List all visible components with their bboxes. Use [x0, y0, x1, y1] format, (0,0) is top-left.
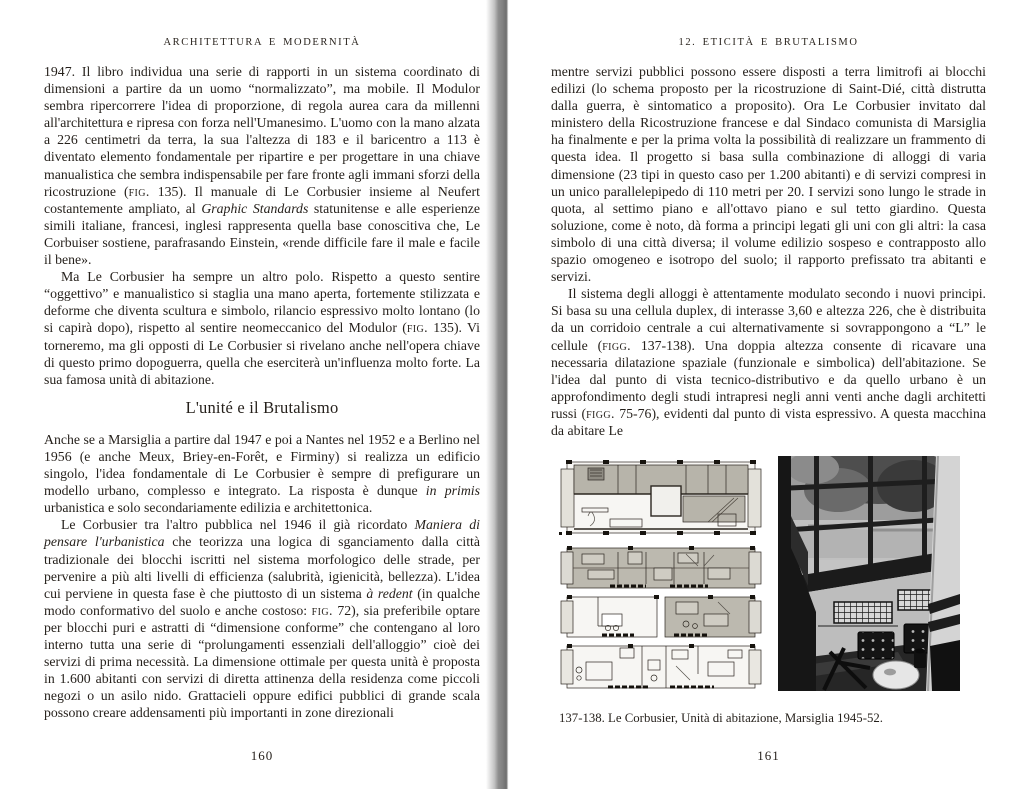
figures-137-138 — [558, 456, 986, 691]
page-number-left: 160 — [250, 748, 274, 763]
paragraph: Anche se a Marsiglia a partire dal 1947 e poi a Nantes nel 1952 e a Berlino nel 1956 (e anche Meux, Briey-en-Forêt, e Firminy) si realizza un edificio singolo, l'idea fondamentale di Le Corbusier è sempre di prefigurare un modello urbano, complesso e integrato. La risposta è dunque in primis urbanistica e solo secondariamente edilizia e architettonica. — [44, 431, 480, 516]
running-head-left: ARCHITETTURA E MODERNITÀ — [163, 37, 361, 48]
figure-caption: 137-138. Le Corbusier, Unità di abitazione, Marsiglia 1945-52. — [559, 711, 883, 726]
right-text-column — [551, 63, 986, 727]
unite-interior-photo — [778, 456, 960, 691]
running-head-right: 12. ETICITÀ E BRUTALISMO — [678, 37, 859, 48]
paragraph: 1947. Il libro individua una serie di rapporti in un sistema coordinato di dimensioni a partire da un uomo “normalizzato”, ma mobile. Il Modulor sembra ripercorrere l'idea di proporzione, di regola aurea cara da millenni all'architettura e ripresa con forza nell'Umanesimo. L'uomo con la mano alzata a 226 centimetri da terra, la sua l'altezza di 183 e il baricentro a 113 è diventato elemento fondamentale per ripartire e per progettare in una chiave manualistica che sembra indispensabile per fare fronte agli immani sforzi della ricostruzione (fig. 135). Il manuale di Le Corbusier insieme al Neufert costantemente ampliato, al Graphic Standards statunitense e alle esperienze simili italiane, francesi, inglesi rappresenta quella base conoscitiva che, Le Corbuiser sostiene, parafrasando Einstein, «rende difficile fare il male e facile il bene». — [44, 64, 480, 268]
paragraph: Ma Le Corbusier ha sempre un altro polo. Rispetto a questo sentire “oggettivo” e manualistico si staglia una mano aperta, fortemente stilizzata e deforme che diventa scultura e simbolo, rilancio espressivo molto lontano (lo si capirà dopo), rispetto al sentire neomeccanico del Modulor (fig. 135). Vi torneremo, ma gli opposti di Le Corbusier si rivelano anche nell'opera chiave di questo primo dopoguerra, quella che eserciterà un'influenza molto forte. La sua famosa unità di abitazione. — [44, 269, 480, 387]
left-text-column — [44, 63, 480, 721]
book-gutter — [486, 0, 514, 789]
paragraph: Il sistema degli alloggi è attentamente modulato secondo i nuovi principi. Si basa su una cellula duplex, di interasse 3,60 e altezza 226, che è distribuita da un corridoio centrale a cui alternativamente si sovrappongono a “L” le cellule (figg. 137-138). Una doppia altezza consente di ricavare una necessaria dilatazione spaziale (funzionale e simbolica) dell'abitazione. Se l'idea dal punto di vista tecnico-distributivo e da quello urbano è un approfondimento degli studi intrapresi negli anni venti anche dagli architetti russi (figg. 75-76), evidenti dal punto di vista espressivo. A questa macchina da abitare Le — [551, 286, 987, 438]
unite-floor-plans-figure — [558, 456, 764, 691]
section-heading: L'unité e il Brutalismo — [185, 397, 339, 417]
paragraph: mentre servizi pubblici possono essere disposti a terra limitrofi ai blocchi edilizi (lo schema proposto per la ricostruzione di Saint-Dié, città distrutta dalla guerra, è sintomatico a proposito). Ora Le Corbusier invitato dal ministero della Ricostruzione francese e dal Sindaco comunista di Marsiglia ha finalmente e per la prima volta la possibilità di realizzare un frammento di questa idea. Il progetto si basa sulla combinazione di alloggi di varia dimensione (23 tipi in questo caso per 1.200 abitanti) e di servizi compresi in un unico parallelepipedo di 110 metri per 20. I servizi sono lungo le strade in quota, al settimo piano e all'ottavo piano e sul tetto giardino. Questa soluzione, come è noto, dà forma a principi legati gli uni con gli altri: la casa simbolo di una città diversa; il volume edilizio sospeso e contrapposto allo spazio omogeneo e isotropo del suolo; il rapporto prefissato tra abitanti e servizi. — [551, 64, 986, 285]
page-right — [551, 0, 986, 789]
page-left — [44, 0, 480, 789]
paragraph: Le Corbusier tra l'altro pubblica nel 1946 il già ricordato Maniera di pensare l'urbanistica che teorizza una logica di sganciamento dalla città tradizionale dei blocchi iscritti nel sistema morfologico delle strade, per pervenire a più alti livelli di efficienza (salubrità, igienicità, bellezza). L'idea cui perviene in questa fase è che piuttosto di un sistema à redent (in qualche modo conformativo del suolo e anche costoso: fig. 72), sia preferibile optare per blocchi puri e astratti di “dimensione conforme” che contengano al loro interno tutta una serie di “prolungamenti essenziali dell'alloggio” cioè dei servizi di prima necessità. La dimensione ottimale per questa unità è proposta in 1.600 abitanti con servizi di diretta attinenza della residenza come piccoli negozi o un asilo nido. Grattacieli oppure edifici pubblici di grande scala possono creare addensamenti più importanti in zone direzionali — [44, 517, 480, 721]
page-number-right: 161 — [757, 748, 780, 763]
